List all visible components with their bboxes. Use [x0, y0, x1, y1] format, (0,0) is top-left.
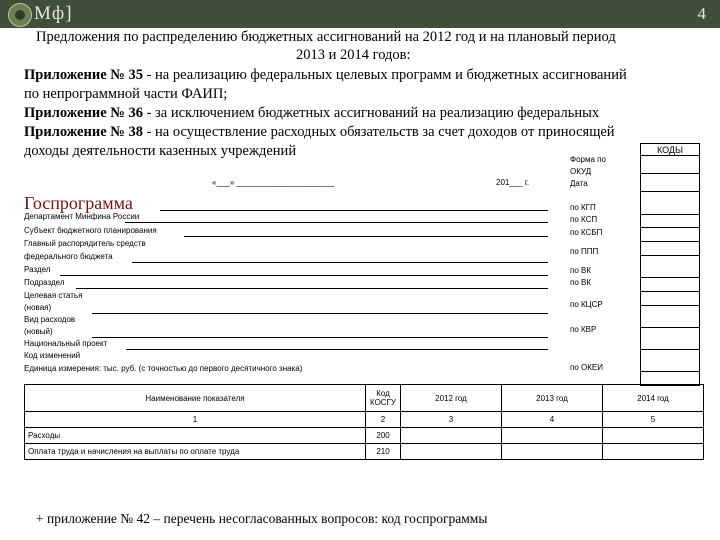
num-1: 1 — [25, 412, 366, 428]
line-national-project[interactable] — [126, 349, 548, 350]
code-cell-kcsr — [640, 306, 700, 328]
code-cell-date — [640, 174, 700, 192]
row-2012[interactable] — [401, 444, 502, 460]
line-subject[interactable] — [184, 236, 548, 237]
appendix-36-text: - за исключением бюджетных ассигнований на реализацию федеральных — [142, 105, 600, 121]
field-section: Раздел — [24, 265, 51, 274]
title-line-2: 2013 и 2014 годов: — [296, 47, 411, 63]
okud-label-1: Форма по — [570, 155, 606, 164]
gosprogramma-line[interactable] — [160, 210, 548, 211]
line-subsection[interactable] — [76, 288, 548, 289]
field-manager-2: федерального бюджета — [24, 252, 113, 261]
page-number: 4 — [697, 4, 706, 23]
appendix-35-label: Приложение № 35 — [24, 67, 143, 83]
table-number-row — [25, 412, 704, 428]
field-expense-new: (новый) — [24, 327, 53, 336]
code-label-okei: по ОКЕИ — [570, 363, 603, 372]
appendix-35-text-2: по непрограммной части ФАИП; — [24, 86, 228, 102]
field-target-new: (новая) — [24, 303, 52, 312]
code-cell-kgp — [640, 214, 700, 228]
codes-column — [640, 156, 700, 386]
code-cell-extra — [640, 350, 700, 372]
codes-header: КОДЫ — [640, 143, 700, 156]
field-subsection: Подраздел — [24, 278, 65, 287]
field-manager-1: Главный распорядитель средств — [24, 239, 146, 248]
field-target-article: Целевая статья — [24, 291, 83, 300]
line-target[interactable] — [92, 313, 548, 314]
row-2013[interactable] — [502, 444, 603, 460]
code-cell-ksbp — [640, 242, 700, 256]
gosprogramma-label: Госпрограмма — [24, 193, 133, 213]
num-5: 5 — [603, 412, 704, 428]
field-department: Департамент Минфина России — [24, 212, 140, 221]
num-4: 4 — [502, 412, 603, 428]
footer-note: + приложение № 42 – перечень несогласованных вопросов: код госпрограммы — [36, 511, 488, 526]
row-2012[interactable] — [401, 428, 502, 444]
code-label-ksbp: по КСБП — [570, 228, 603, 237]
date-field[interactable]: «___» ______________________ — [212, 178, 335, 187]
code-label-ksp: по КСП — [570, 215, 598, 224]
appendix-38-label: Приложение № 38 — [24, 124, 143, 140]
col-header-2013: 2013 год — [502, 385, 603, 412]
code-label-vk2: по ВК — [570, 278, 591, 287]
field-subject: Субъект бюджетного планирования — [24, 226, 157, 235]
line-manager[interactable] — [132, 262, 548, 263]
col-header-name: Наименование показателя — [25, 385, 366, 412]
row-code: 210 — [366, 444, 401, 460]
code-label-kvr: по КВР — [570, 325, 597, 334]
appendix-38-text: - на осуществление расходных обязательств за счет доходов от приносящей — [142, 124, 615, 140]
code-cell-gap — [640, 192, 700, 214]
row-2014[interactable] — [603, 444, 704, 460]
code-cell-vk1 — [640, 278, 700, 292]
code-cell-okud — [640, 156, 700, 174]
row-code: 200 — [366, 428, 401, 444]
col-header-2014: 2014 год — [603, 385, 704, 412]
row-2014[interactable] — [603, 428, 704, 444]
table-header-row — [25, 385, 704, 412]
appendix-35-text: - на реализацию федеральных целевых программ и бюджетных ассигнований — [142, 67, 627, 83]
col-header-2012: 2012 год — [401, 385, 502, 412]
budget-table — [24, 384, 704, 460]
brand-text: Мф] — [34, 3, 73, 24]
row-2013[interactable] — [502, 428, 603, 444]
appendix-36-label: Приложение № 36 — [24, 105, 143, 121]
field-expense-type: Вид расходов — [24, 315, 76, 324]
okud-label-2: ОКУД — [570, 167, 592, 176]
code-label-kgp: по КГП — [570, 203, 596, 212]
appendix-36 — [24, 105, 599, 122]
num-3: 3 — [401, 412, 502, 428]
row-name: Расходы — [25, 428, 366, 444]
code-cell-ksp — [640, 228, 700, 242]
line-expense[interactable] — [92, 337, 548, 338]
code-cell-kvr — [640, 328, 700, 350]
field-change-code: Код изменений — [24, 351, 81, 360]
title-line-1: Предложения по распределению бюджетных ассигнований на 2012 год и на плановый период — [36, 29, 616, 45]
col-header-kosgu: Код КОСГУ — [366, 385, 401, 412]
table-row — [25, 444, 704, 460]
year-field[interactable]: 201___ г. — [496, 178, 530, 187]
code-cell-vk2 — [640, 292, 700, 306]
code-label-kcsr: по КЦСР — [570, 300, 603, 309]
appendix-35 — [24, 67, 627, 84]
top-bar — [0, 0, 720, 28]
code-cell-ppp — [640, 256, 700, 278]
emblem-icon — [8, 3, 32, 27]
table-row — [25, 428, 704, 444]
field-national-project: Национальный проект — [24, 339, 108, 348]
line-department[interactable] — [125, 222, 548, 223]
date-label: Дата — [570, 179, 588, 188]
appendix-38 — [24, 124, 615, 141]
row-name: Оплата труда и начисления на выплаты по оплате труда — [25, 444, 366, 460]
line-section[interactable] — [60, 275, 548, 276]
code-label-ppp: по ППП — [570, 247, 599, 256]
num-2: 2 — [366, 412, 401, 428]
code-label-vk1: по ВК — [570, 266, 591, 275]
appendix-38-text-2: доходы деятельности казенных учреждений — [24, 143, 297, 159]
field-unit: Единица измерения: тыс. руб. (с точностью до первого десятичного знака) — [24, 364, 303, 373]
